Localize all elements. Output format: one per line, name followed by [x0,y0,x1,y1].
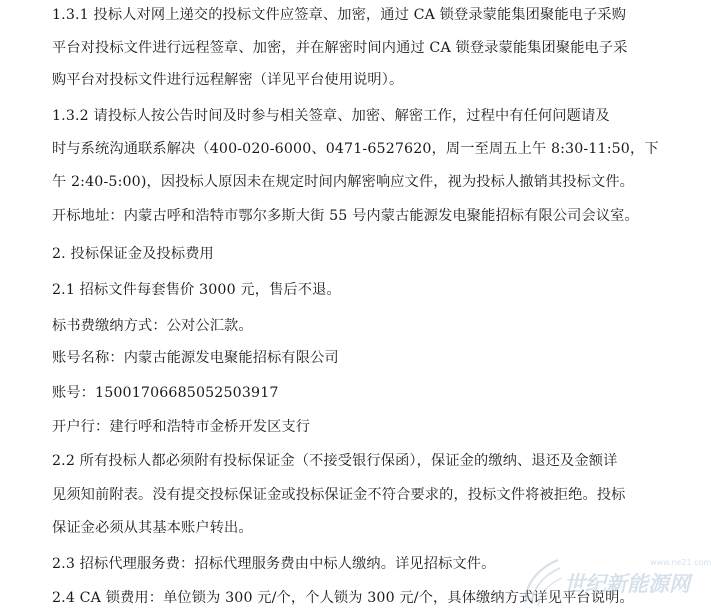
text-line-1-3-2-c: 午 2:40-5:00)，因投标人原因未在规定时间内解密响应文件，视为投标人撤销其投标文件。 [52,174,635,190]
site-watermark [518,556,711,610]
text-line-1-3-1-a: 1.3.1 投标人对网上递交的投标文件应签章、加密，通过 CA 锁登录蒙能集团聚能电子采购 [52,7,627,23]
watermark-brand-text: 世纪新能源网 [564,572,690,596]
text-line-2-2-a: 2.2 所有投标人都必须附有投标保证金（不接受银行保函），保证金的缴纳、退还及金额详 [52,453,618,469]
text-line-1-3-2-b: 时与系统沟通联系解决（400-020-6000、0471-6527620，周一至周五上午 8:30-11:50，下 [52,141,659,157]
text-line-2-4: 2.4 CA 锁费用：单位锁为 300 元/个，个人锁为 300 元/个，具体缴纳方式详见平台说明。 [52,590,634,606]
text-line-payment-method: 标书费缴纳方式：公对公汇款。 [52,318,253,334]
section-heading-bid-bond: 2. 投标保证金及投标费用 [52,246,214,262]
text-line-2-2-c: 保证金必须从其基本账户转出。 [52,520,253,536]
text-line-account-name: 账号名称：内蒙古能源发电聚能招标有限公司 [52,350,339,366]
text-line-1-3-1-c: 购平台对投标文件进行远程解密（详见平台使用说明）。 [52,72,404,88]
text-line-bid-opening-address: 开标地址：内蒙古呼和浩特市鄂尔多斯大街 55 号内蒙古能源发电聚能招标有限公司会议室。 [52,208,639,224]
text-line-account-number: 账号：15001706685052503917 [52,385,279,401]
text-line-2-2-b: 见须知前附表。没有提交投标保证金或投标保证金不符合要求的，投标文件将被拒绝。投标 [52,487,626,503]
text-line-2-3: 2.3 招标代理服务费：招标代理服务费由中标人缴纳。详见招标文件。 [52,556,496,572]
text-line-2-1: 2.1 招标文件每套售价 3000 元，售后不退。 [52,282,341,298]
watermark-url: www.ne21.com [650,558,711,567]
text-line-bank: 开户行：建行呼和浩特市金桥开发区支行 [52,419,311,435]
text-line-1-3-2-a: 1.3.2 请投标人按公告时间及时参与相关签章、加密、解密工作，过程中有任何问题请及 [52,108,610,124]
text-line-1-3-1-b: 平台对投标文件进行远程签章、加密，并在解密时间内通过 CA 锁登录蒙能集团聚能电子采 [52,40,628,56]
watermark-logo-icon [518,556,566,610]
